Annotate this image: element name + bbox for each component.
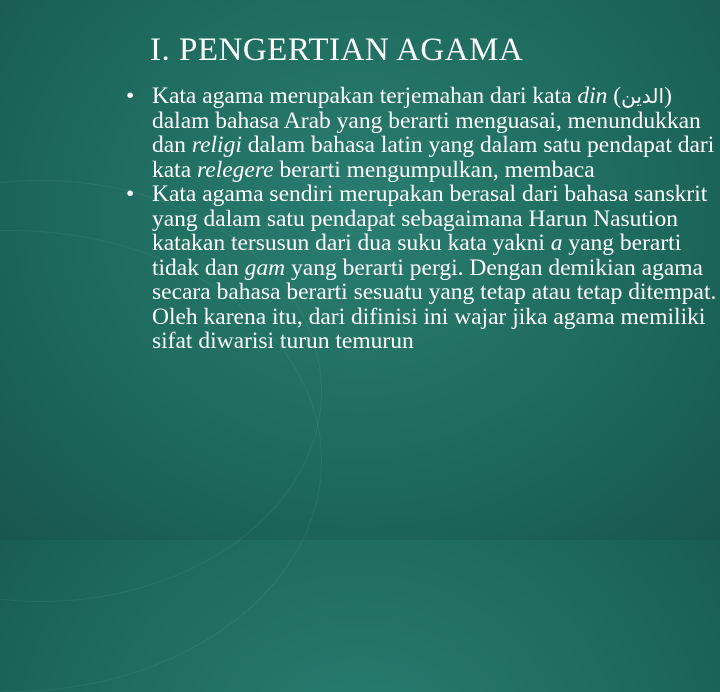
- bullet-item: [118, 84, 718, 182]
- bullet-icon: •: [126, 181, 135, 207]
- bullet-text: Kata agama sendiri merupakan berasal dari bahasa sanskrit yang dalam satu pendapat sebagaimana Harun Nasution katakan tersusun dari dua suku kata yakni a yang berarti tidak dan gam yang berarti pergi. Dengan demikian agama secara bahasa berarti sesuatu yang tetap atau tetap ditempat. Oleh karena itu, dari difinisi ini wajar jika agama memiliki sifat diwarisi turun temurun: [152, 181, 717, 354]
- slide-title: I. PENGERTIAN AGAMA: [150, 32, 524, 68]
- bullet-item: [118, 182, 718, 354]
- arabic-word: الدين: [621, 84, 665, 108]
- bullet-list: [118, 84, 718, 354]
- bullet-icon: •: [126, 83, 135, 109]
- bullet-text: Kata agama merupakan terjemahan dari kata din (الدين) dalam bahasa Arab yang berarti menguasai, menundukkan dan religi dalam bahasa latin yang dalam satu pendapat dari kata relegere berarti mengumpulkan, membaca: [152, 83, 715, 183]
